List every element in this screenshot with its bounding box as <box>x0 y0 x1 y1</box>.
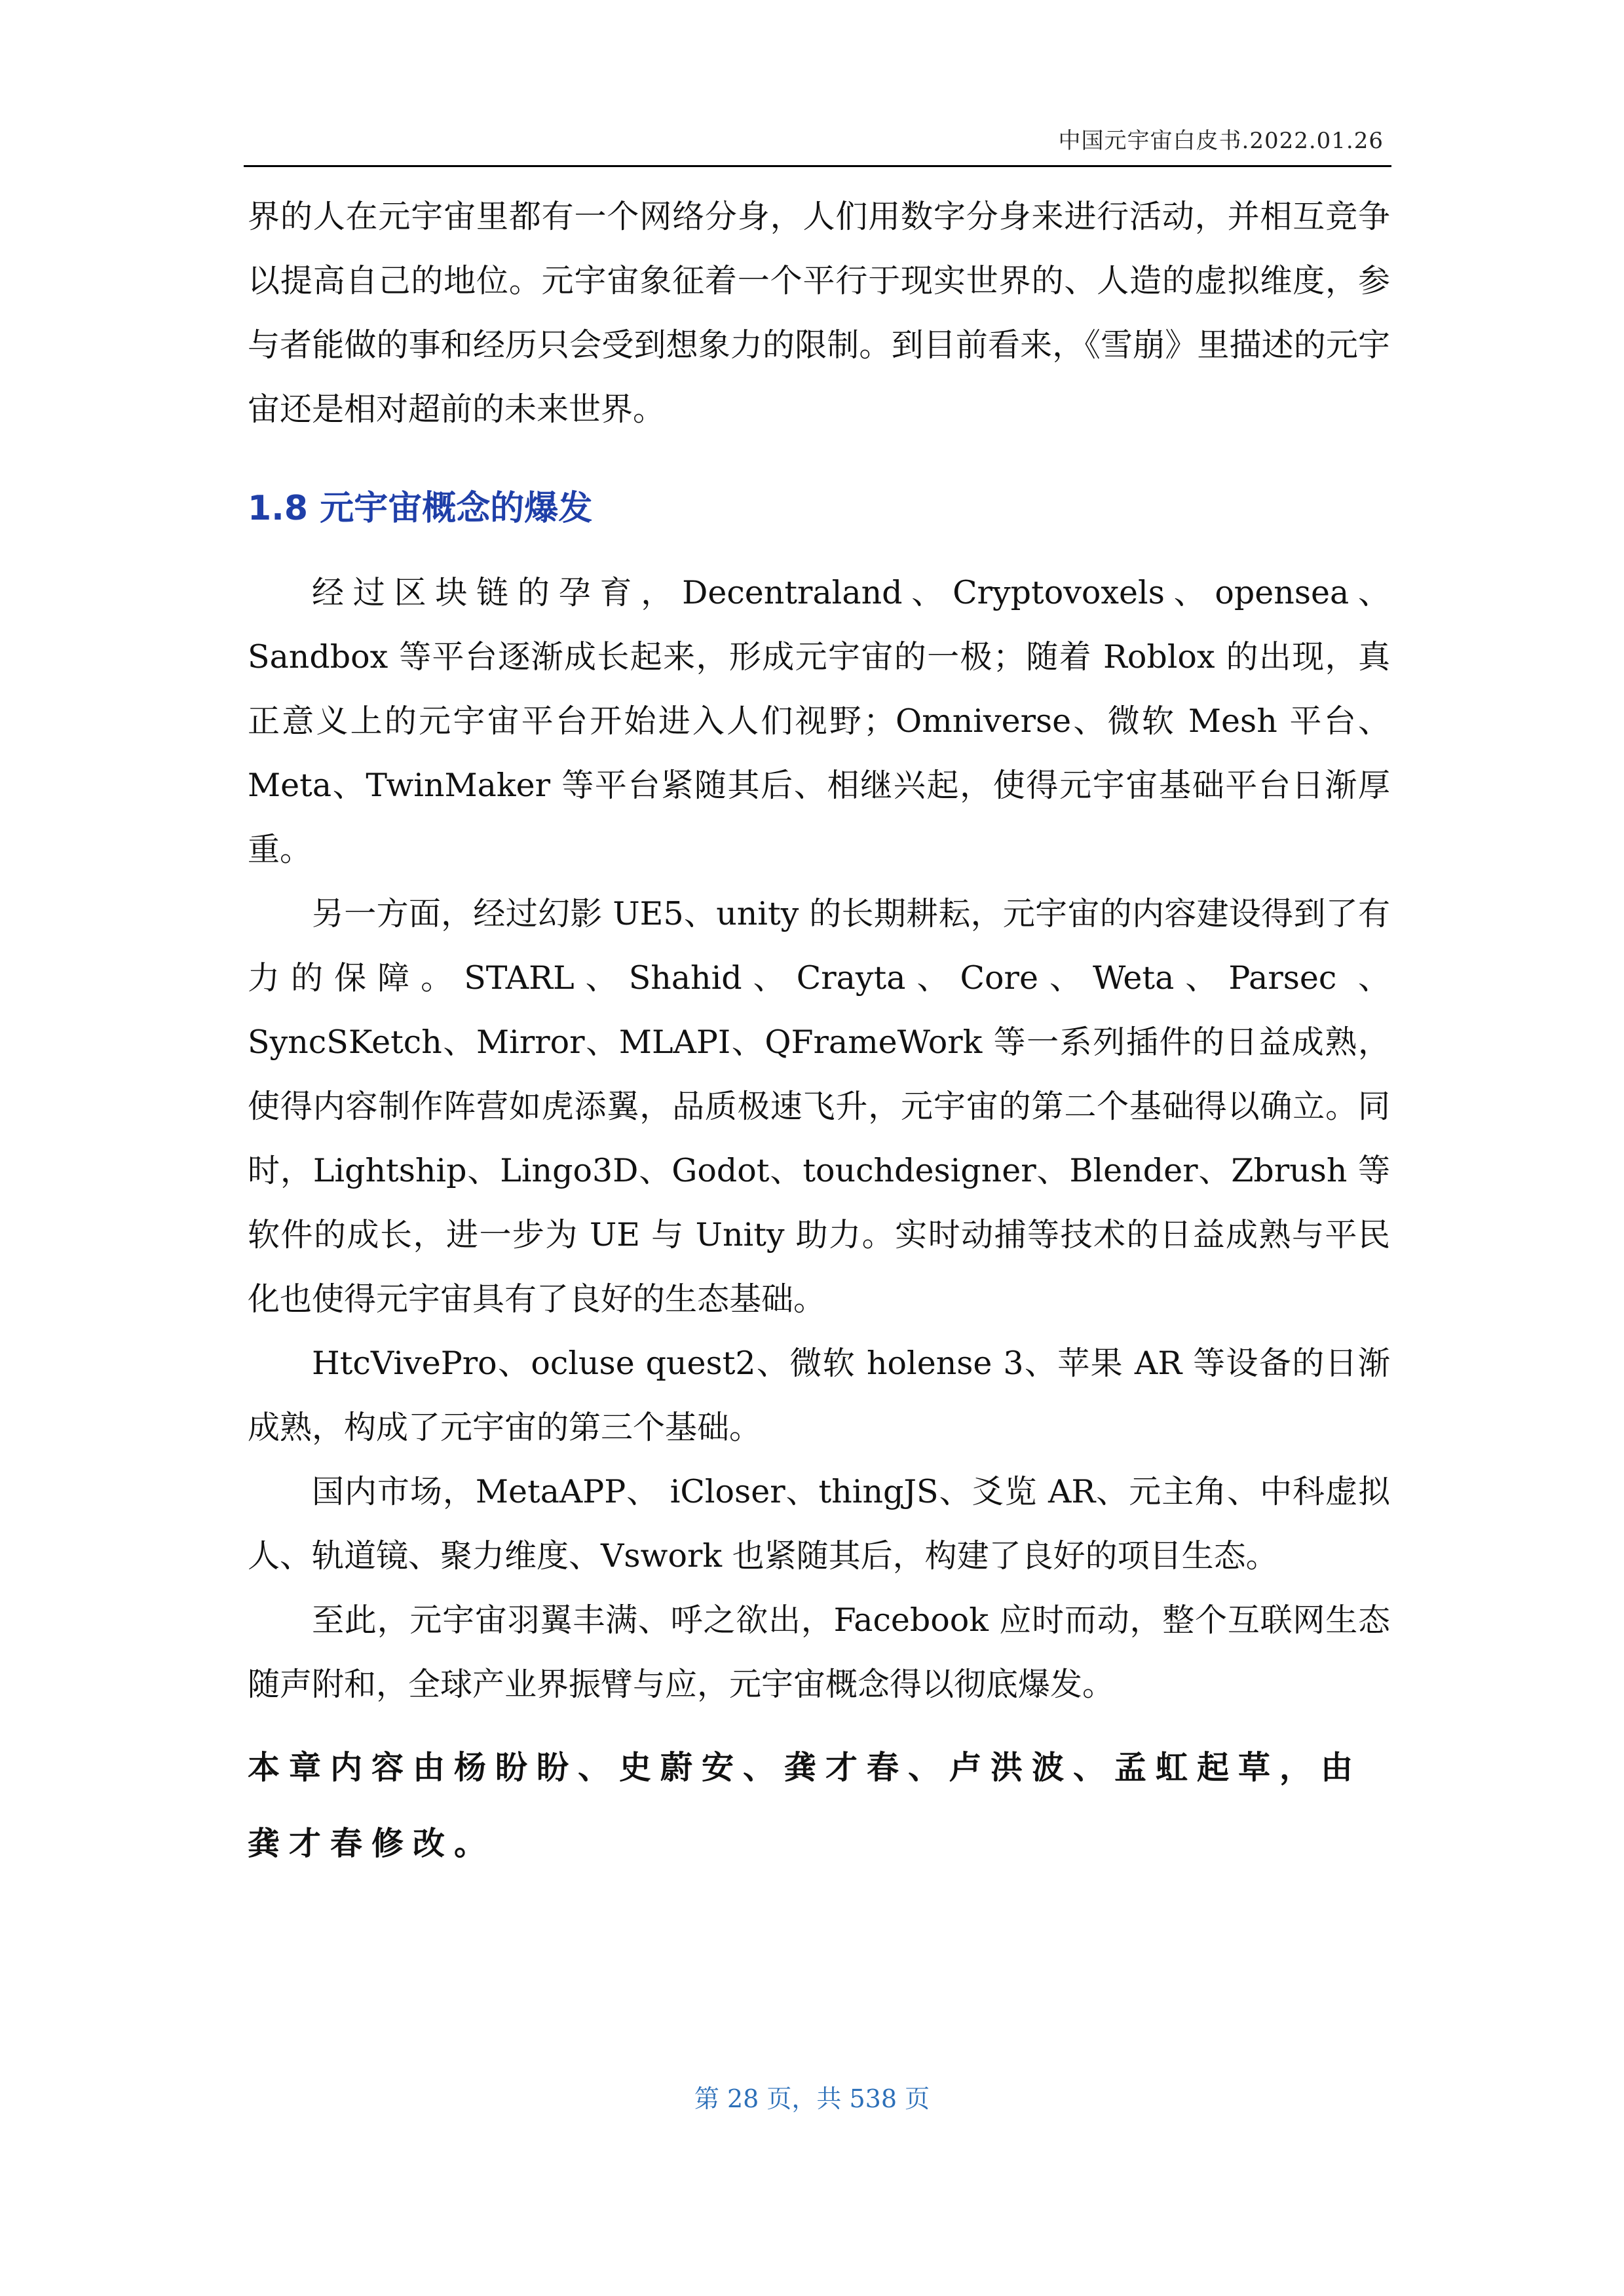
continuation-paragraph: 界的人在元宇宙里都有一个网络分身，人们用数字分身来进行活动，并相互竞争以提高自己的地位。元宇宙象征着一个平行于现实世界的、人造的虚拟维度，参与者能做的事和经历只会受到想象力的限制。到目前看来，《雪崩》里描述的元宇宙还是相对超前的未来世界。 <box>248 198 1390 428</box>
header-title: 中国元宇宙白皮书.2022.01.26 <box>1058 128 1384 154</box>
document-body <box>248 185 1390 1717</box>
body-paragraph-3: HtcVivePro、ocluse quest2、微软 holense 3、苹果 AR 等设备的日渐成熟，构成了元宇宙的第三个基础。 <box>248 1345 1390 1446</box>
body-paragraph-5: 至此，元宇宙羽翼丰满、呼之欲出，Facebook 应时而动，整个互联网生态随声附和，全球产业界振臂与应，元宇宙概念得以彻底爆发。 <box>248 1601 1390 1703</box>
body-paragraph-2: 另一方面，经过幻影 UE5、unity 的长期耕耘，元宇宙的内容建设得到了有力的保障。STARL、Shahid、Crayta、Core、Weta、Parsec 、SyncSKetch、Mirror、MLAPI、QFrameWork 等一系列插件的日益成熟，使得内容制作阵营如虎添翼，品质极速飞升，元宇宙的第二个基础得以确立。同时，Lightship、Lingo3D、Godot、touchdesigner、Blender、Zbrush 等软件的成长，进一步为 UE 与 Unity 助力。实时动捕等技术的日益成熟与平民化也使得元宇宙具有了良好的生态基础。 <box>248 895 1390 1318</box>
page-header <box>244 110 1391 167</box>
section-heading: 1.8 元宇宙概念的爆发 <box>248 489 593 528</box>
body-paragraph-1: 经过区块链的孕育，Decentraland、Cryptovoxels、opensea、Sandbox 等平台逐渐成长起来，形成元宇宙的一极；随着 Roblox 的出现，真正意义上的元宇宙平台开始进入人们视野；Omniverse、微软 Mesh 平台、Meta、TwinMaker 等平台紧随其后、相继兴起，使得元宇宙基础平台日渐厚重。 <box>248 574 1390 868</box>
body-paragraph-4: 国内市场，MetaAPP、 iCloser、thingJS、爻览 AR、元主角、中科虚拟人、轨道镜、聚力维度、Vswork 也紧随其后，构建了良好的项目生态。 <box>248 1473 1390 1575</box>
chapter-credits: 本章内容由杨盼盼、史蔚安、龚才春、卢洪波、孟虹起草，由龚才春修改。 <box>248 1749 1363 1862</box>
page-number: 第 28 页，共 538 页 <box>694 2084 930 2113</box>
